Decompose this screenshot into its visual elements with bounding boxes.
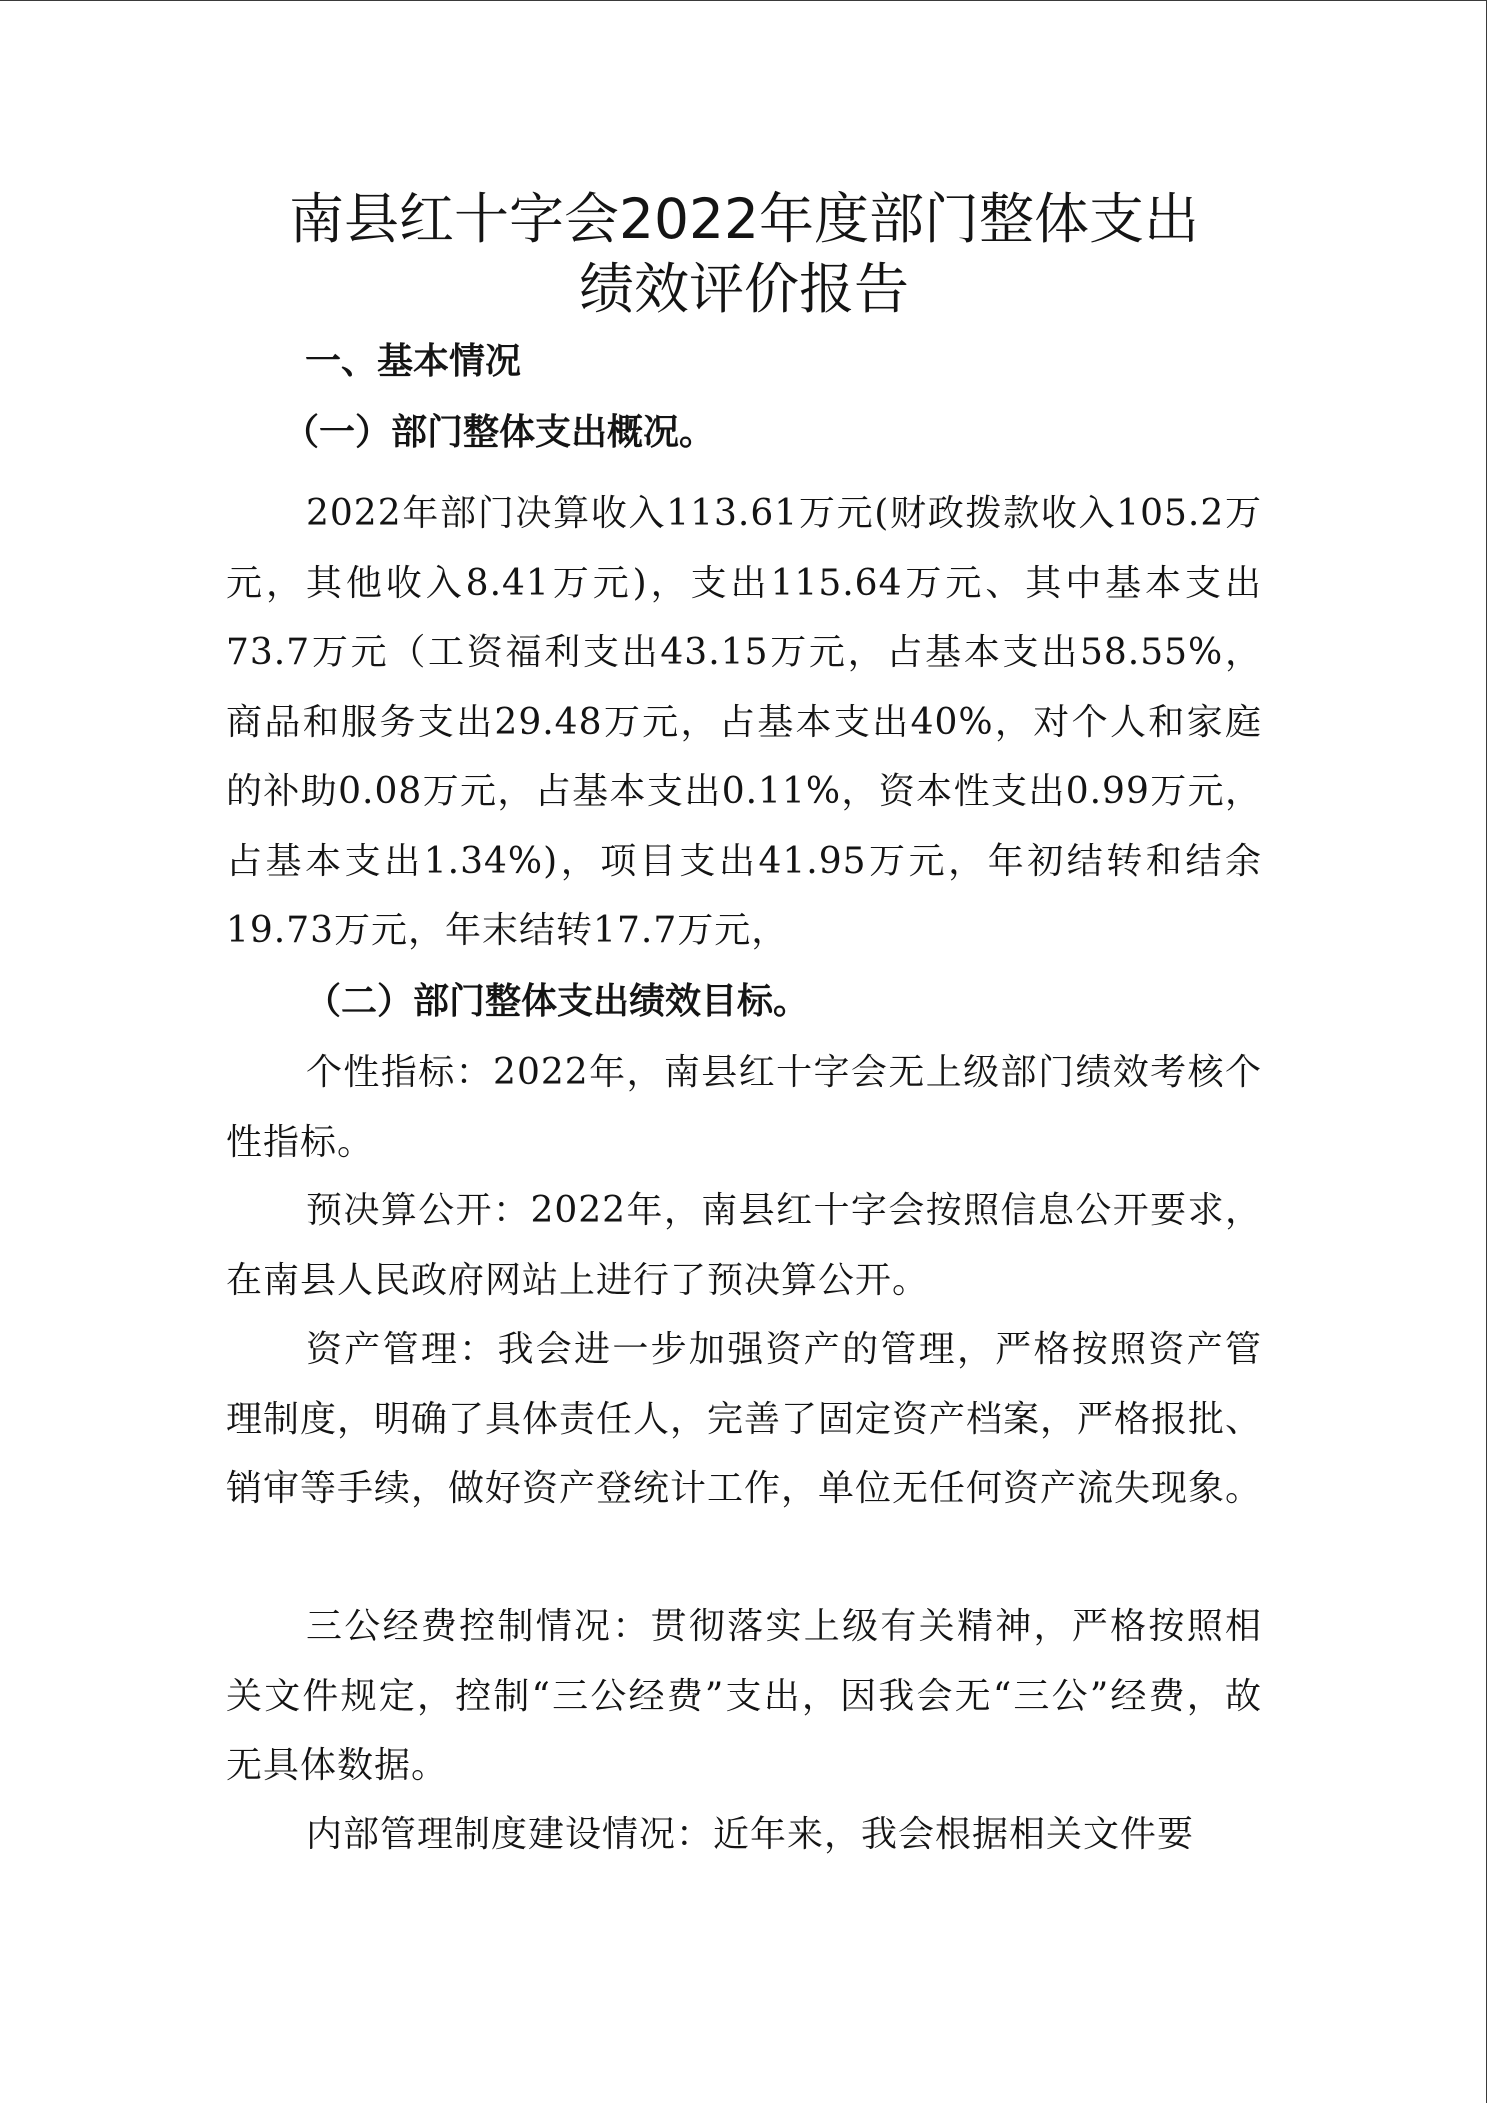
section-heading-basic-situation: 一、基本情况 <box>305 341 522 382</box>
paragraph-budget-disclosure: 预决算公开：2022年，南县红十字会按照信息公开要求，在南县人民政府网站上进行了预决算公开。 <box>226 1190 1262 1301</box>
paragraph-asset-management: 资产管理：我会进一步加强资产的管理，严格按照资产管理制度，明确了具体责任人，完善了固定资产档案，严格报批、销审等手续，做好资产登统计工作，单位无任何资产流失现象。 <box>226 1329 1263 1509</box>
document-title-line-2: 绩效评价报告 <box>578 257 909 321</box>
paragraph-three-public-expenses: 三公经费控制情况：贯彻落实上级有关精神，严格按照相关文件规定，控制“三公经费”支出，因我会无“三公”经费，故无具体数据。 <box>226 1606 1262 1786</box>
paragraph-expenditure-overview: 2022年部门决算收入113.61万元(财政拨款收入105.2万元，其他收入8.41万元)，支出115.64万元、其中基本支出73.7万元（工资福利支出43.15万元，占基本支出58.55%，商品和服务支出29.48万元，占基本支出40%，对个人和家庭的补助0.08万元，占基本支出0.11%，资本性支出0.99万元，占基本支出1.34%)，项目支出41.95万元，年初结转和结余19.73万元，年末结转17.7万元， <box>226 493 1262 951</box>
subsection-heading-performance-goals: （二）部门整体支出绩效目标。 <box>305 980 810 1022</box>
paragraph-internal-management: 内部管理制度建设情况：近年来，我会根据相关文件要 <box>306 1814 1195 1855</box>
paragraph-individual-indicators: 个性指标：2022年，南县红十字会无上级部门绩效考核个性指标。 <box>226 1052 1262 1163</box>
subsection-heading-expenditure-overview: （一）部门整体支出概况。 <box>283 411 716 453</box>
document-title-line-1: 南县红十字会2022年度部门整体支出 <box>289 187 1199 251</box>
